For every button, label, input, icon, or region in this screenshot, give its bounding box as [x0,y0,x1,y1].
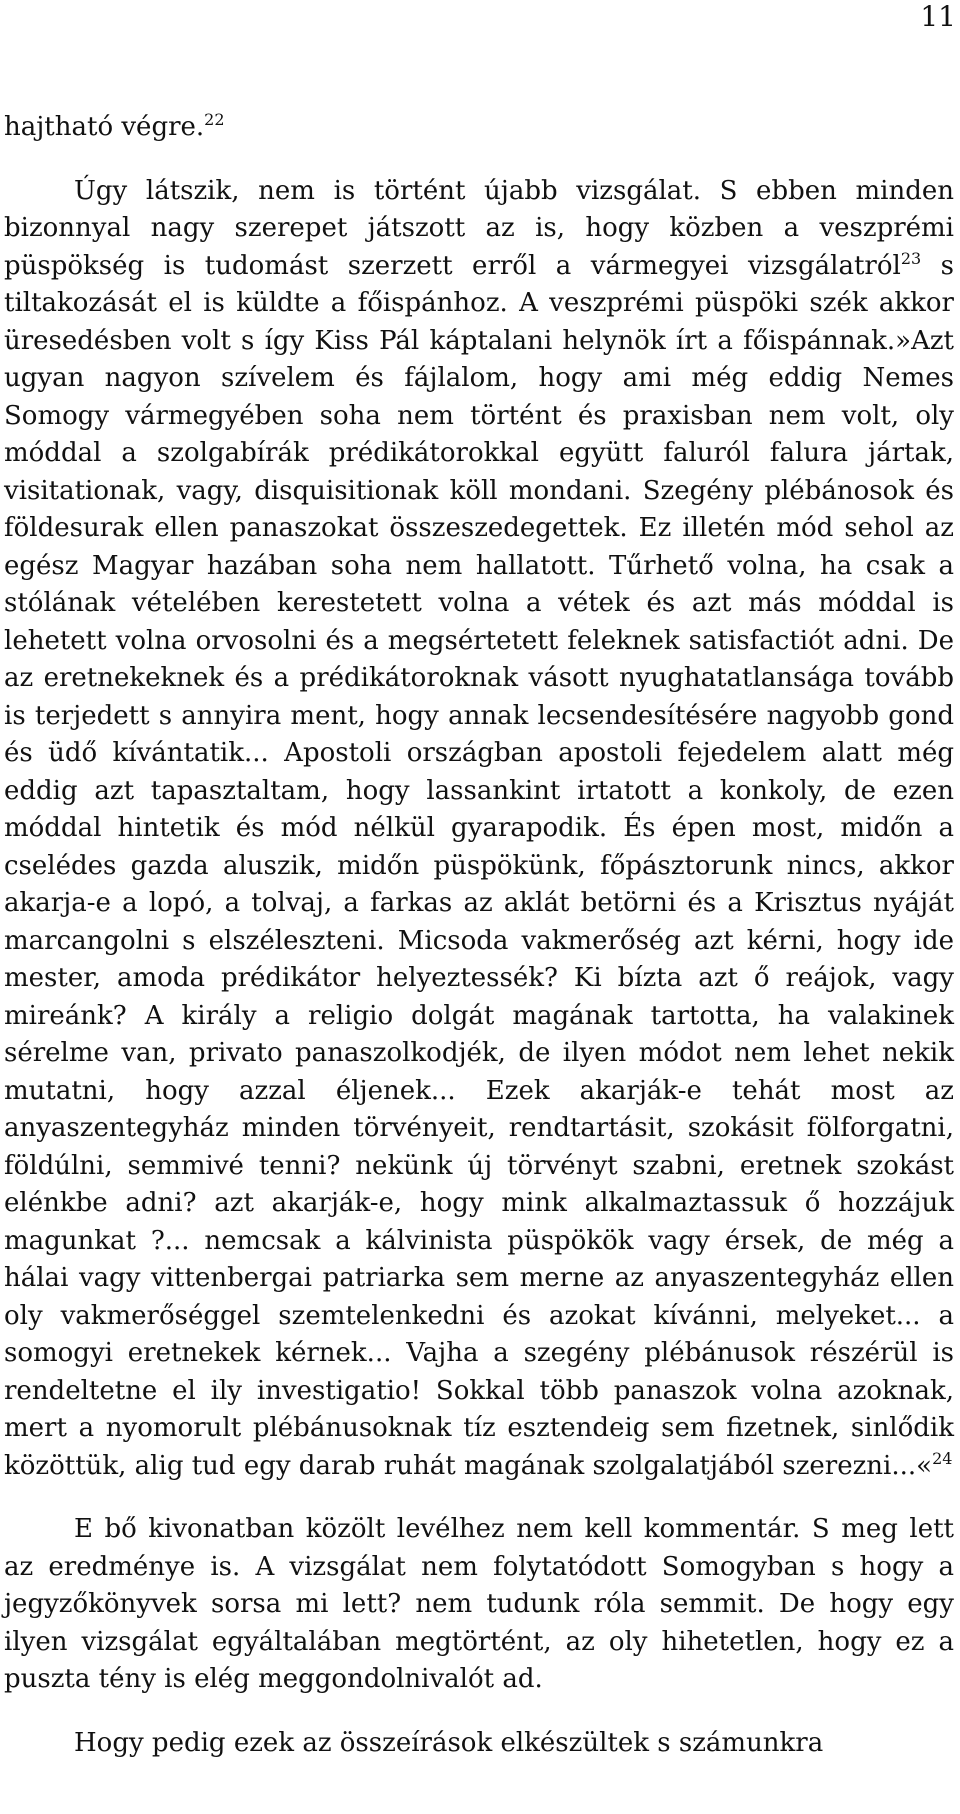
footnote-ref-24: 24 [932,1448,953,1468]
paragraph-2-text-quote: s tiltakozását el is küldte a főispánhoz. A veszprémi püspöki szék akkor üresedésben volt s így Kiss Pál káptalani helynök írt a főispánnak.»Azt ugyan nagyon szívelem és fájlalom, hogy ami még eddig Nemes Somogy vármegyében soha nem történt és praxisban nem volt, oly móddal a szolgabírák prédikátorokkal együtt faluról falura jártak, visitationak, vagy, disquisitionak köll mondani. Szegény plébánosok és földesurak ellen panaszokat összeszedegettek. Ez illetén mód sehol az egész Magyar hazában soha nem hallatott. Tűrhető volna, ha csak a stólának vételében kerestetett volna a vétek és azt más móddal is lehetett volna orvosolni és a megsértetett feleknek satisfactiót adni. De az eretnekeknek és a prédikátoroknak vásott nyughatatlansága tovább is terjedett s annyira ment, hogy annak lecsendesítésére nagyobb gond és üdő kívántatik... Apostoli országban apostoli fejedelem alatt még eddig azt tapasztaltam, hogy lassankint irtatott a konkoly, de ezen móddal hintetik és mód nélkül gyarapodik. És épen most, midőn a cselédes gazda aluszik, midőn püspökünk, főpásztorunk nincs, akkor akarja-e a lopó, a tolvaj, a farkas az aklát betörni és a Krisztus nyáját marcangolni s elszéleszteni. Micsoda vakmerőség azt kérni, hogy ide mester, amoda prédikátor helyeztessék? Ki bízta azt ő reájok, vagy mireánk? A király a religio dolgát magának tartotta, ha valakinek sérelme van, privato panaszolkodjék, de ilyen módot nem lehet nekik mutatni, hogy azzal éljenek... Ezek akarják-e tehát most az anyaszentegyház minden törvényeit, rendtartásit, szokásit fölforgatni, földúlni, semmivé tenni? nekünk új törvényt szabni, eretnek szokást elénkbe adni? azt akarják-e, hogy mink alkalmaztassuk ő hozzájuk magunkat ?... nemcsak a kálvinista püspökök vagy érsek, de még a hálai vagy vittenbergai patriarka sem merne az anyaszentegyház ellen oly vakmerőséggel szemtelenkedni és azokat kívánni, melyeket... a somogyi eretnekek kérnek... Vajha a szegény plébánusok részérül is rendeltetne el ily investigatio! Sokkal több panaszok volna azoknak, mert a nyomorult plébánusoknak tíz esztendeig sem fizetnek, sinlődik közöttük, alig tud egy darab ruhát magának szolgalatjából szerezni...« [4,250,955,1481]
paragraph-2 [4,173,954,1486]
paragraph-1 [4,109,954,147]
paragraph-1-text: hajtható végre. [4,112,205,142]
paragraph-4: Hogy pedig ezek az összeírások elkészültek s számunkra [74,1727,824,1758]
page-number: 11 [920,0,956,33]
footnote-ref-22: 22 [204,110,225,129]
footnote-ref-23: 23 [900,248,922,268]
paragraph-3: E bő kivonatban közölt levélhez nem kell kommentár. S meg lett az eredménye is. A vizsgálat nem folytatódott Somogyban s hogy a jegyzőkönyvek sorsa mi lett? nem tudunk róla semmit. De hogy egy ilyen vizsgálat egyáltalában megtörtént, az oly hihetetlen, hogy ez a puszta tény is elég meggondolnivalót ad. [4,1514,954,1694]
body-text [4,109,954,1762]
paragraph-2-text-start: Úgy látszik, nem is történt újabb vizsgálat. S ebben minden bizonnyal nagy szerepet játszott az is, hogy közben a veszprémi püspökség is tudomást szerzett erről a vármegyei vizsgálatról [4,175,954,281]
